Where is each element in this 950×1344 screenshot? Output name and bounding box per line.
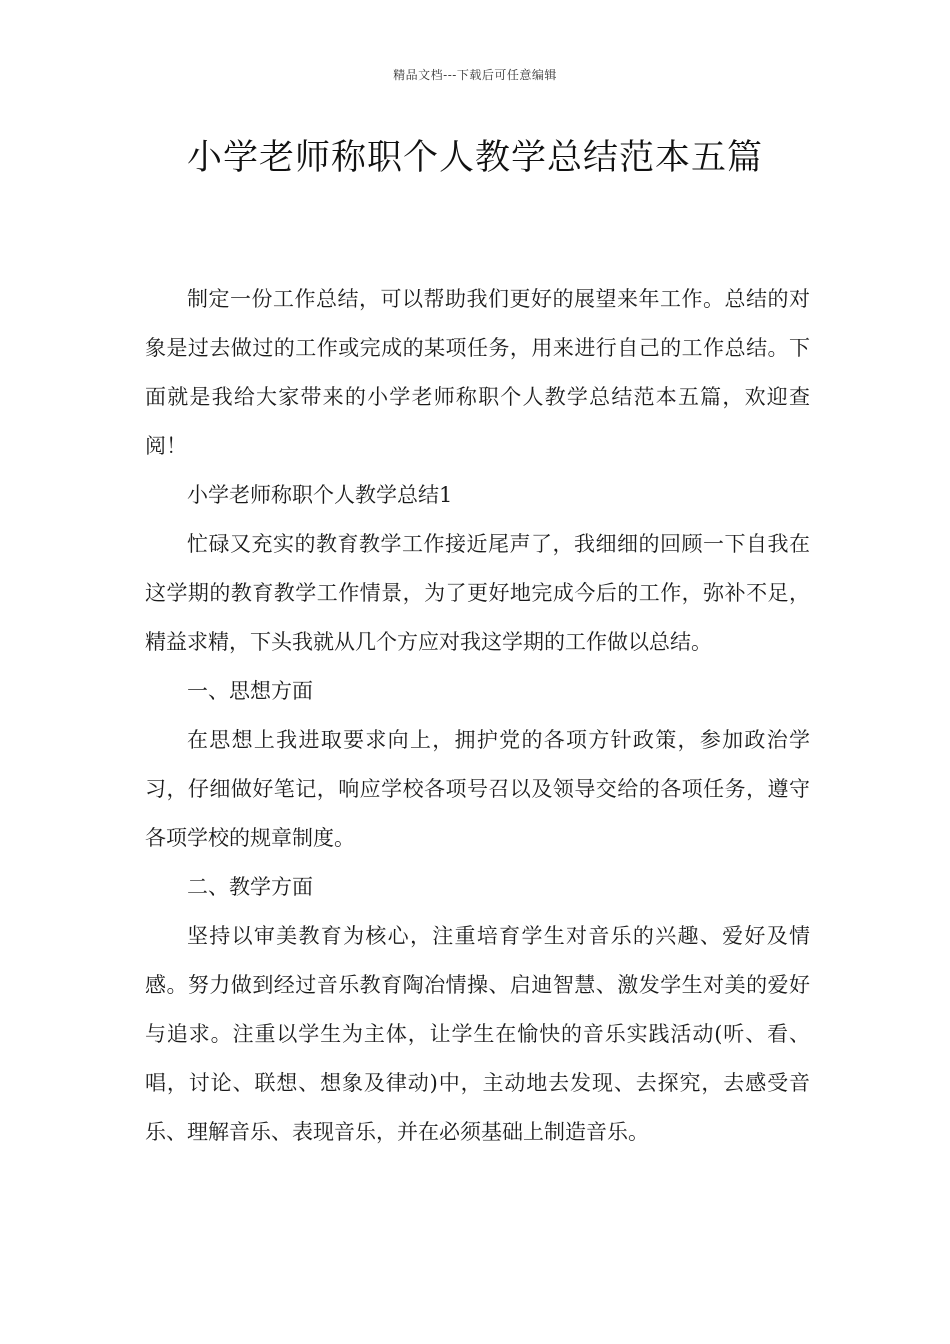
document-title: 小学老师称职个人教学总结范本五篇 [186,138,763,178]
document-body [145,275,810,1157]
intro-paragraph: 制定一份工作总结，可以帮助我们更好的展望来年工作。总结的对象是过去做过的工作或完成的某项任务，用来进行自己的工作总结。下面就是我给大家带来的小学老师称职个人教学总结范本五篇，欢迎查阅！ [145,287,810,458]
body-paragraph: 在思想上我进取要求向上，拥护党的各项方针政策，参加政治学习，仔细做好笔记，响应学校各项号召以及领导交给的各项任务，遵守各项学校的规章制度。 [145,728,810,850]
header-note: 精品文档---下载后可任意编辑 [393,68,557,82]
subsection-heading: 一、思想方面 [187,679,313,703]
body-paragraph: 坚持以审美教育为核心，注重培育学生对音乐的兴趣、爱好及情感。努力做到经过音乐教育陶冶情操、启迪智慧、激发学生对美的爱好与追求。注重以学生为主体，让学生在愉快的音乐实践活动(听、看、唱，讨论、联想、想象及律动)中，主动地去发现、去探究，去感受音乐、理解音乐、表现音乐，并在必须基础上制造音乐。 [145,924,810,1144]
section-heading: 小学老师称职个人教学总结1 [187,483,453,507]
subsection-heading: 二、教学方面 [187,875,313,899]
body-paragraph: 忙碌又充实的教育教学工作接近尾声了，我细细的回顾一下自我在这学期的教育教学工作情景，为了更好地完成今后的工作，弥补不足，精益求精，下头我就从几个方应对我这学期的工作做以总结。 [145,532,810,654]
